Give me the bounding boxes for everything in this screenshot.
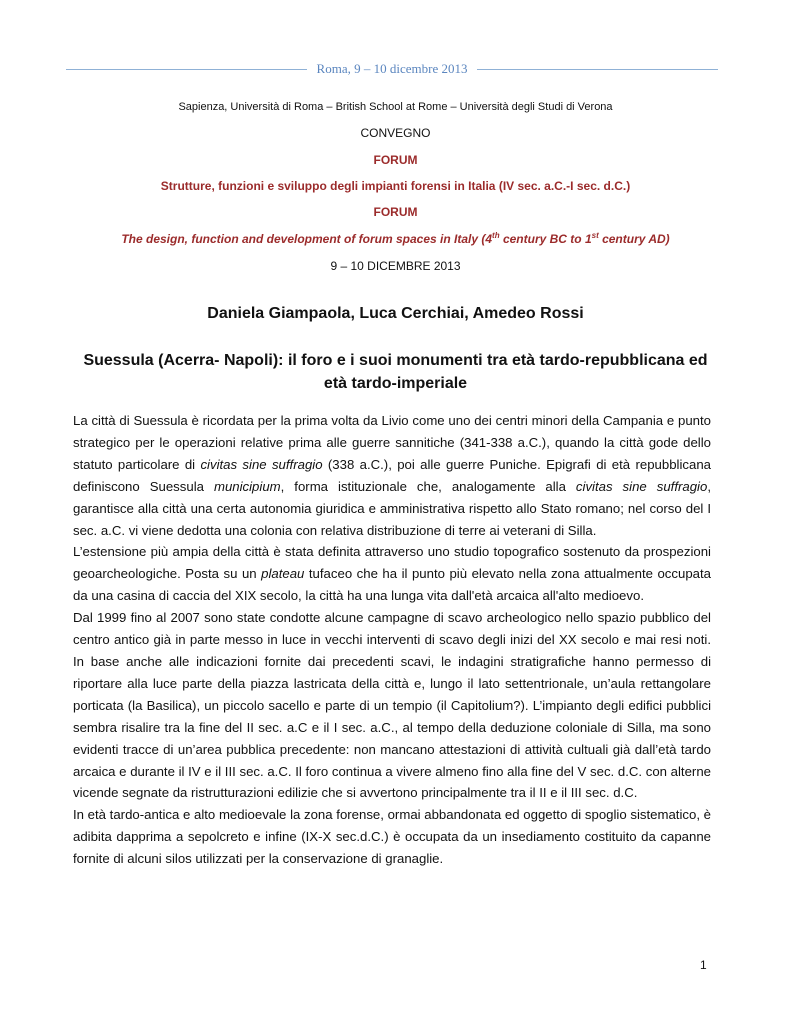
conference-title-italian: Strutture, funzioni e sviluppo degli impianti forensi in Italia (IV sec. a.C.-I sec. d.C.) bbox=[160, 179, 631, 193]
paragraph-2: L’estensione più ampia della città è stata definita attraverso uno studio topografico sostenuto da prospezioni geoarcheologiche. Posta su un plateau tufaceo che ha il punto più elevato nella zona attualmente occupata da una casina di caccia del XIX secolo, la città ha una lunga vita dall'età arcaica all'alto medioevo. bbox=[73, 544, 711, 604]
forum-label-italian: FORUM bbox=[373, 153, 418, 167]
body-text bbox=[73, 410, 711, 870]
page-number: 1 bbox=[700, 958, 707, 972]
event-dates: 9 – 10 DICEMBRE 2013 bbox=[330, 259, 461, 273]
page-header bbox=[66, 58, 718, 80]
paper-title: Suessula (Acerra- Napoli): il foro e i suoi monumenti tra età tardo-repubblicana ed età tardo-imperiale bbox=[83, 352, 708, 392]
authors: Daniela Giampaola, Luca Cerchiai, Amedeo Rossi bbox=[207, 305, 584, 322]
header-date: Roma, 9 – 10 dicembre 2013 bbox=[316, 61, 468, 76]
header-rule-left bbox=[66, 69, 307, 70]
header-rule-right bbox=[477, 69, 718, 70]
paragraph-3: Dal 1999 fino al 2007 sono state condotte alcune campagne di scavo archeologico nello spazio pubblico del centro antico già in parte messo in luce in vecchi interventi di scavo degli inizi del XX secolo e mai resi noti. In base anche alle indicazioni fornite dai precedenti scavi, le indagini stratigrafiche hanno permesso di riportare alla luce parte della piazza lastricata della città e, lungo il lato settentrionale, un’aula rettangolare porticata (la Basilica), un piccolo sacello e parte di un tempio (il Capitolium?). L’impianto degli edifici pubblici sembra risalire tra la fine del II sec. a.C e il I sec. a.C., al tempo della deduzione coloniale di Silla, ma sono evidenti tracce di un’area pubblica precedente: non mancano attestazioni di attività cultuali già dall’età tardo arcaica e durante il IV e il III sec. a.C. Il foro continua a vivere almeno fino alla fine del V sec. d.C. con alterne vicende segnate da ristrutturazioni edilizie che si avvertono principalmente tra il II e il III sec. d.C. bbox=[73, 610, 711, 801]
paragraph-4: In età tardo-antica e alto medioevale la zona forense, ormai abbandonata ed oggetto di spoglio sistematico, è adibita dapprima a sepolcreto e infine (IX-X sec.d.C.) è occupata da un insediamento costituito da capanne fornite di alcuni silos utilizzati per la conservazione di granaglie. bbox=[73, 807, 711, 867]
conference-title-english: The design, function and development of forum spaces in Italy (4th century BC to 1st century AD) bbox=[121, 231, 670, 246]
institutions-line: Sapienza, Università di Roma – British School at Rome – Università degli Studi di Verona bbox=[178, 101, 613, 113]
convegno-label: CONVEGNO bbox=[360, 126, 431, 140]
paragraph-1: La città di Suessula è ricordata per la prima volta da Livio come uno dei centri minori della Campania e punto strategico per le operazioni relative prima alle guerre sannitiche (341-338 a.C.), quando la città gode dello statuto particolare di civitas sine suffragio (338 a.C.), poi alle guerre Puniche. Epigrafi di età repubblicana definiscono Suessula municipium, forma istituzionale che, analogamente alla civitas sine suffragio, garantisce alla città una certa autonomia giuridica e amministrativa rispetto allo Stato romano; nel corso del I sec. a.C. vi viene dedotta una colonia con relativa distribuzione di terre ai veterani di Silla. bbox=[73, 413, 711, 538]
forum-label-english: FORUM bbox=[373, 205, 418, 219]
